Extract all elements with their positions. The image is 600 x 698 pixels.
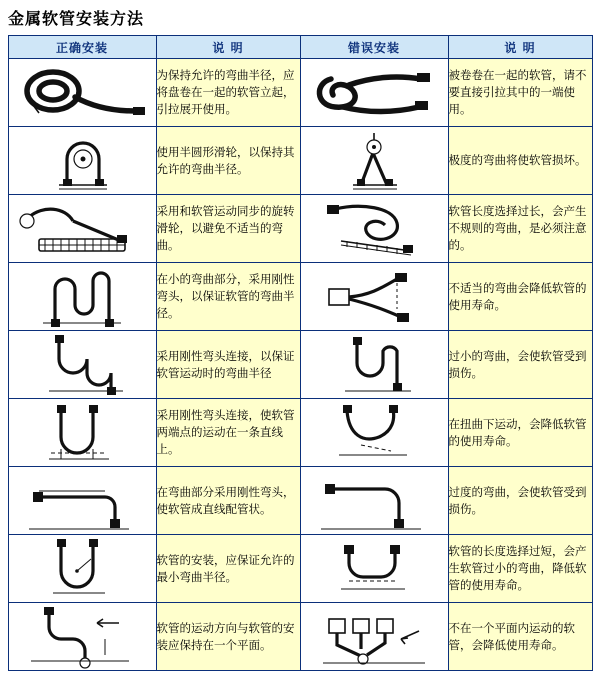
wrong-illustration-cell	[300, 263, 448, 331]
straight-pipe-elbow-icon	[9, 469, 155, 533]
rigid-elbow-small-bend-icon	[9, 265, 155, 329]
table-row	[8, 467, 592, 535]
wrong-illustration-cell	[300, 603, 448, 671]
semicircular-pulley-icon	[9, 129, 155, 193]
excess-length-loop-icon	[301, 197, 447, 261]
wrong-illustration-cell	[300, 331, 448, 399]
correct-description: 为保持允许的弯曲半径，应将盘卷在一起的软管立起，引拉展开使用。	[156, 59, 300, 127]
coiled-hose-flat-icon	[9, 61, 155, 125]
torsion-bend-icon	[301, 401, 447, 465]
page-title: 金属软管安装方法	[8, 9, 145, 28]
header-wrong-install: 错误安装	[300, 36, 448, 59]
wrong-description: 软管的长度选择过短，会产生软管过小的弯曲，降低软管的使用寿命。	[448, 535, 592, 603]
table-row	[8, 195, 592, 263]
correct-description: 使用半圆形滑轮，以保持其允许的弯曲半径。	[156, 127, 300, 195]
table-row	[8, 603, 592, 671]
wrong-illustration-cell	[300, 59, 448, 127]
table-row	[8, 263, 592, 331]
table-row	[8, 331, 592, 399]
correct-illustration-cell	[8, 263, 156, 331]
correct-description: 采用和软管运动同步的旋转滑轮，以避免不适当的弯曲。	[156, 195, 300, 263]
table-row	[8, 535, 592, 603]
install-methods-table	[8, 35, 593, 671]
correct-illustration-cell	[8, 127, 156, 195]
correct-illustration-cell	[8, 467, 156, 535]
same-plane-motion-icon	[9, 605, 155, 669]
min-bend-radius-icon	[9, 537, 155, 601]
wrong-description: 被卷卷在一起的软管，请不要直接引拉其中的一端使用。	[448, 59, 592, 127]
wrong-illustration-cell	[300, 535, 448, 603]
wrong-description: 不适当的弯曲会降低软管的使用寿命。	[448, 263, 592, 331]
sync-rotating-pulley-icon	[9, 197, 155, 261]
correct-illustration-cell	[8, 195, 156, 263]
header-wrong-desc: 说 明	[448, 36, 592, 59]
wrong-description: 不在一个平面内运动的软管，会降低使用寿命。	[448, 603, 592, 671]
table-row	[8, 399, 592, 467]
wrong-illustration-cell	[300, 195, 448, 263]
wrong-description: 过度的弯曲，会使软管受到损伤。	[448, 467, 592, 535]
correct-description: 采用刚性弯头连接，使软管两端点的运动在一条直线上。	[156, 399, 300, 467]
wrong-description: 软管长度选择过长，会产生不规则的弯曲，是必须注意的。	[448, 195, 592, 263]
correct-description: 在小的弯曲部分，采用刚性弯头，以保证软管的弯曲半径。	[156, 263, 300, 331]
wrong-description: 过小的弯曲，会使软管受到损伤。	[448, 331, 592, 399]
wrong-illustration-cell	[300, 467, 448, 535]
wrong-illustration-cell	[300, 399, 448, 467]
wrong-description: 极度的弯曲将使软管损坏。	[448, 127, 592, 195]
u-bend-straight-ends-icon	[9, 401, 155, 465]
wrong-description: 在扭曲下运动，会降低软管的使用寿命。	[448, 399, 592, 467]
too-long-hose-icon	[301, 537, 447, 601]
table-row	[8, 127, 592, 195]
correct-illustration-cell	[8, 59, 156, 127]
correct-description: 软管的运动方向与软管的安装应保持在一个平面。	[156, 603, 300, 671]
correct-description: 在弯曲部分采用刚性弯头，使软管成直线配管状。	[156, 467, 300, 535]
wrong-illustration-cell	[300, 127, 448, 195]
table-row	[8, 59, 592, 127]
over-bend-icon	[301, 469, 447, 533]
header-correct-install: 正确安装	[8, 36, 156, 59]
correct-illustration-cell	[8, 535, 156, 603]
too-small-bend-icon	[301, 333, 447, 397]
header-correct-desc: 说 明	[156, 36, 300, 59]
correct-description: 采用刚性弯头连接，以保证软管运动时的弯曲半径	[156, 331, 300, 399]
correct-illustration-cell	[8, 603, 156, 671]
rigid-elbow-connection-icon	[9, 333, 155, 397]
correct-description: 软管的安装，应保证允许的最小弯曲半径。	[156, 535, 300, 603]
correct-illustration-cell	[8, 399, 156, 467]
table-header-row	[8, 36, 592, 59]
sharp-bend-pulley-icon	[301, 129, 447, 193]
coiled-hose-pulled-icon	[301, 61, 447, 125]
improper-bend-icon	[301, 265, 447, 329]
correct-illustration-cell	[8, 331, 156, 399]
out-of-plane-motion-icon	[301, 605, 447, 669]
